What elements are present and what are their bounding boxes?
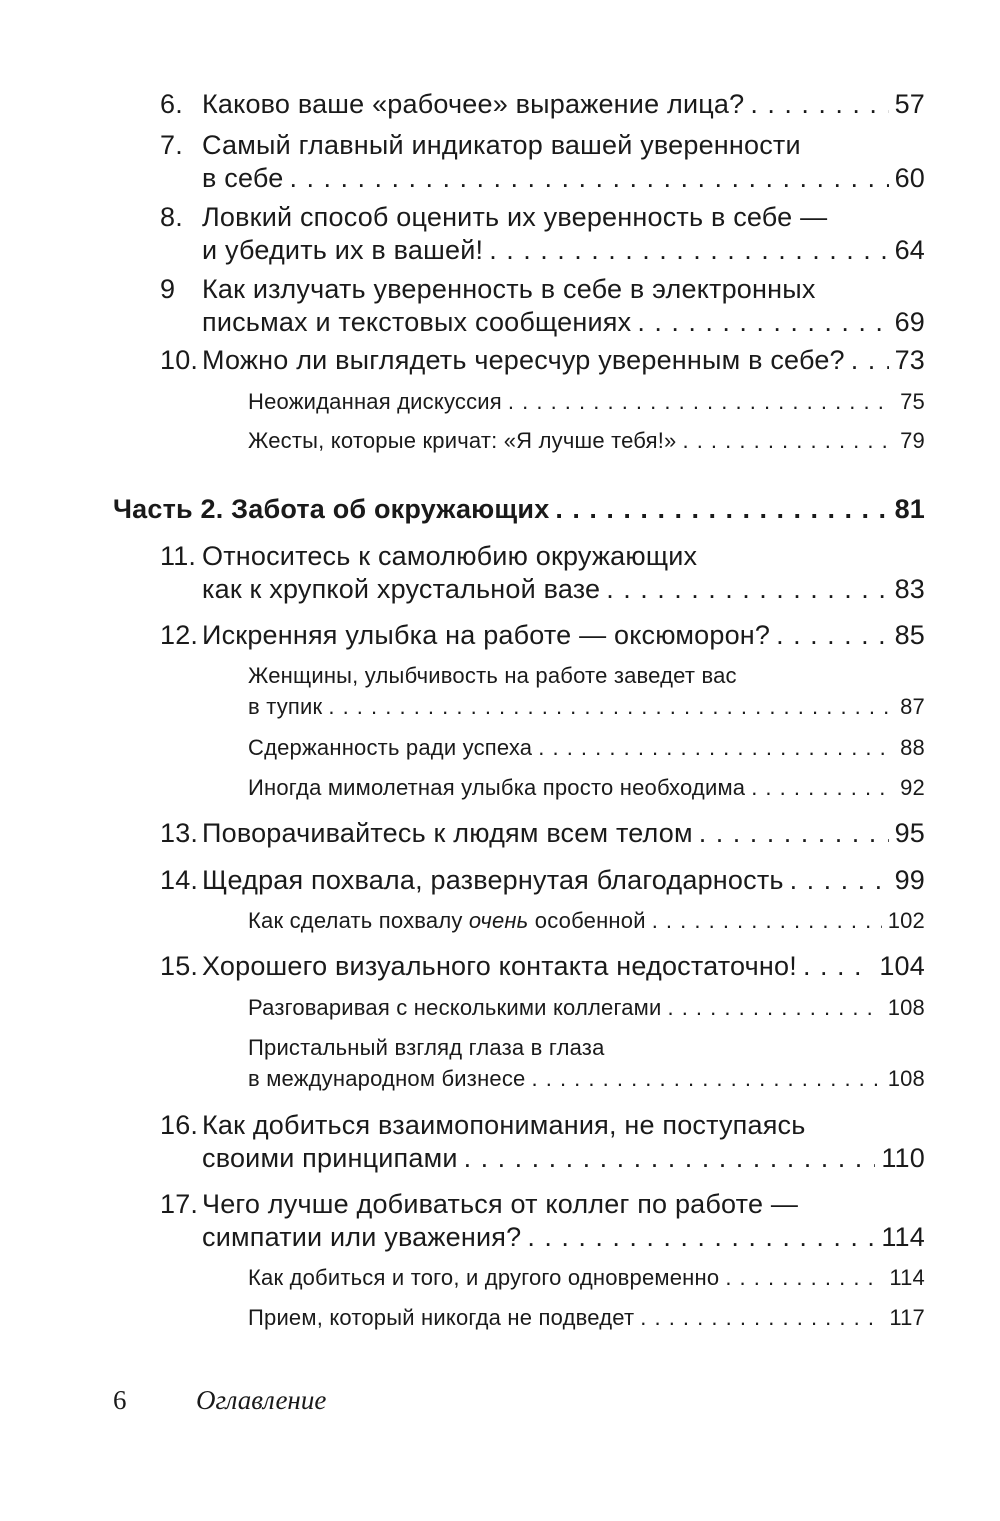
entry-number: 12.: [160, 620, 199, 650]
toc-subentry: [248, 1302, 925, 1333]
entry-title-line-1: Относитесь к самолюбию окружающих: [202, 541, 698, 571]
entry-title-line-1: Как добиться взаимопонимания, не поступаясь: [202, 1110, 806, 1140]
leader-dots: [508, 386, 894, 417]
leader-dots: [464, 1142, 876, 1175]
part-title: Часть 2. Забота об окружающих: [113, 494, 550, 524]
toc-entry-14: [160, 864, 925, 897]
toc-entry-8: [160, 201, 925, 267]
leader-dots: [790, 864, 889, 897]
page-number: 108: [887, 995, 925, 1020]
subentry-title: Прием, который никогда не подведет: [248, 1305, 635, 1330]
toc-entry-6: [160, 88, 925, 121]
entry-number: 16.: [160, 1110, 199, 1140]
page-number: 102: [887, 908, 925, 933]
toc-subentry: [248, 772, 925, 803]
entry-title-line-1: Ловкий способ оценить их уверенность в себе —: [202, 202, 828, 232]
subentry-title-start: Как сделать похвалу: [248, 908, 469, 933]
toc-entry-10: [160, 344, 925, 377]
subentry-title: Сдержанность ради успеха: [248, 735, 533, 760]
entry-title: Поворачивайтесь к людям всем телом: [202, 818, 693, 848]
page-number: 69: [894, 307, 925, 337]
page-number: 73: [894, 345, 925, 375]
leader-dots: [750, 88, 888, 121]
entry-number: 9: [160, 274, 176, 304]
leader-dots: [532, 1063, 882, 1094]
page-number: 79: [900, 428, 925, 453]
toc-subentry: [248, 905, 925, 936]
leader-dots: [652, 905, 882, 936]
toc-subentry: [248, 992, 925, 1023]
leader-dots: [637, 306, 888, 339]
leader-dots: [699, 817, 889, 850]
leader-dots: [555, 493, 888, 526]
toc-part-2: [113, 493, 925, 526]
entry-title-line-2: своими принципами: [202, 1143, 458, 1173]
entry-number: 13.: [160, 818, 199, 848]
toc-subentry: [248, 732, 925, 763]
folio-page-number: 6: [113, 1385, 127, 1415]
subentry-title-line-1: Пристальный взгляд глаза в глаза: [248, 1035, 605, 1060]
leader-dots: [640, 1302, 883, 1333]
subentry-title: Иногда мимолетная улыбка просто необходима: [248, 775, 746, 800]
toc-entry-17: [160, 1188, 925, 1254]
toc-entry-16: [160, 1109, 925, 1175]
running-title: Оглавление: [196, 1385, 327, 1415]
page-number: 81: [894, 494, 925, 524]
toc-entry-12: [160, 619, 925, 652]
toc-entry-11: [160, 540, 925, 606]
entry-title-line-1: Чего лучше добиваться от коллег по работе —: [202, 1189, 799, 1219]
leader-dots: [803, 950, 873, 983]
leader-dots: [538, 732, 894, 763]
entry-title: Щедрая похвала, развернутая благодарность: [202, 865, 784, 895]
entry-number: 6.: [160, 89, 183, 119]
page-number: 57: [894, 89, 925, 119]
subentry-title: Жесты, которые кричат: «Я лучше тебя!»: [248, 428, 677, 453]
leader-dots: [667, 992, 881, 1023]
entry-number: 8.: [160, 202, 183, 232]
entry-number: 10.: [160, 345, 199, 375]
subentry-title-line-2: в тупик: [248, 694, 323, 719]
page-number: 83: [894, 574, 925, 604]
leader-dots: [776, 619, 888, 652]
subentry-title: [248, 905, 646, 936]
leader-dots: [725, 1262, 883, 1293]
entry-title-line-2: в себе: [202, 163, 284, 193]
entry-title: Хорошего визуального контакта недостаточно!: [202, 951, 797, 981]
page-number: 64: [894, 235, 925, 265]
subentry-title-line-2: в международном бизнесе: [248, 1066, 526, 1091]
leader-dots: [289, 162, 888, 195]
entry-title-line-2: симпатии или уважения?: [202, 1222, 522, 1252]
entry-title: Искренняя улыбка на работе — оксюморон?: [202, 620, 771, 650]
leader-dots: [606, 573, 888, 606]
entry-number: 14.: [160, 865, 199, 895]
entry-title-line-2: письмах и текстовых сообщениях: [202, 307, 632, 337]
entry-title-line-2: и убедить их в вашей!: [202, 235, 484, 265]
subentry-title-end: особенной: [528, 908, 646, 933]
leader-dots: [328, 691, 894, 722]
page-number: 60: [894, 163, 925, 193]
leader-dots: [527, 1221, 875, 1254]
toc-entry-9: [160, 273, 925, 339]
leader-dots: [489, 234, 888, 267]
toc-entry-15: [160, 950, 925, 983]
page-number: 104: [879, 951, 925, 981]
entry-title: Можно ли выглядеть чересчур уверенным в себе?: [202, 345, 845, 375]
toc-subentry: [248, 1262, 925, 1293]
toc-subentry: [248, 660, 925, 722]
entry-title-line-1: Как излучать уверенность в себе в электронных: [202, 274, 816, 304]
subentry-title: Как добиться и того, и другого одновременно: [248, 1265, 720, 1290]
page-number: 110: [881, 1143, 925, 1173]
subentry-title: Разговаривая с несколькими коллегами: [248, 995, 662, 1020]
page-number: 108: [887, 1066, 925, 1091]
page-number: 114: [889, 1265, 925, 1290]
page-number: 117: [889, 1305, 925, 1330]
page-number: 87: [900, 694, 925, 719]
page-number: 99: [894, 865, 925, 895]
toc-subentry: [248, 386, 925, 417]
entry-number: 7.: [160, 130, 183, 160]
toc-subentry: [248, 1032, 925, 1094]
subentry-title: Неожиданная дискуссия: [248, 389, 502, 414]
leader-dots: [751, 772, 894, 803]
entry-title-line-2: как к хрупкой хрустальной вазе: [202, 574, 601, 604]
entry-number: 17.: [160, 1189, 199, 1219]
entry-number: 15.: [160, 951, 199, 981]
toc-entry-7: [160, 129, 925, 195]
entry-number: 11.: [160, 541, 197, 571]
leader-dots: [851, 344, 889, 377]
page-number: 95: [894, 818, 925, 848]
page-number: 85: [894, 620, 925, 650]
page-number: 92: [900, 775, 925, 800]
toc-entry-13: [160, 817, 925, 850]
toc-subentry: [248, 425, 925, 456]
page-number: 75: [900, 389, 925, 414]
leader-dots: [682, 425, 894, 456]
subentry-title-emphasis: очень: [468, 908, 529, 933]
page-number: 114: [881, 1222, 925, 1252]
entry-title-line-1: Самый главный индикатор вашей уверенности: [202, 130, 801, 160]
page-number: 88: [900, 735, 925, 760]
entry-title: Каково ваше «рабочее» выражение лица?: [202, 89, 745, 119]
subentry-title-line-1: Женщины, улыбчивость на работе заведет вас: [248, 663, 737, 688]
